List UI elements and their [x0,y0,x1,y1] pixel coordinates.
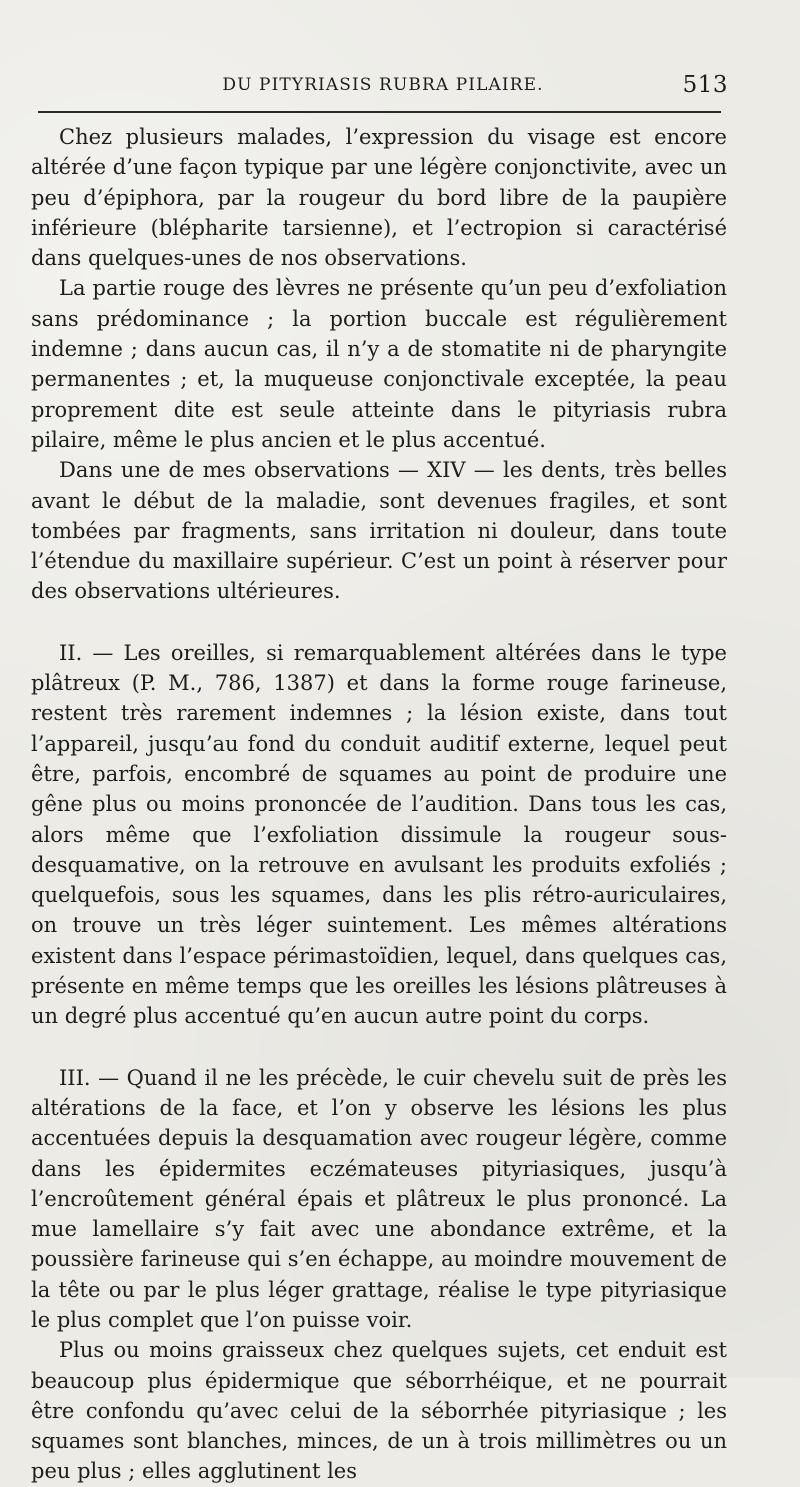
paragraph-lips-mucosa: La partie rouge des lèvres ne présente qu’un peu d’exfoliation sans prédominance ; la portion buccale est régulièrement indemne ; dans aucun cas, il n’y a de stomatite ni de pharyngite permanentes ; et, la muqueuse conjonctivale exceptée, la peau proprement dite est seule atteinte dans le pityriasis rubra pilaire, même le plus ancien et le plus accentué. [31,276,727,452]
paragraph-facial-signs: Chez plusieurs malades, l’expression du visage est encore altérée d’une façon typique par une légère conjonctivite, avec un peu d’épiphora, par la rougeur du bord libre de la paupière inférieure (blépharite tarsienne), et l’ectropion si caractérisé dans quelques-unes de nos observations. [31,125,727,271]
paragraph-ears-section: II. — Les oreilles, si remarquablement altérées dans le type plâtreux (P. M., 786, 1387) et dans la forme rouge farineuse, restent très rarement indemnes ; la lésion existe, dans tout l’appareil, jusqu’au fond du conduit auditif externe, lequel peut être, parfois, encombré de squames au point de produire une gêne plus ou moins prononcée de l’audition. Dans tous les cas, alors même que l’exfoliation dissimule la rougeur sous-desquamative, on la retrouve en avulsant les produits exfoliés ; quelquefois, sous les squames, dans les plis rétro-auriculaires, on trouve un très léger suintement. Les mêmes altérations existent dans l’espace périmastoïdien, lequel, dans quelques cas, présente en même temps que les oreilles les lésions plâtreuses à un degré plus accentué qu’en aucun autre point du corps. [31,640,727,1029]
paragraph-scalp-section: III. — Quand il ne les précède, le cuir chevelu suit de près les altérations de la face, et l’on y observe les lésions les plus accentuées depuis la desquamation avec rougeur légère, comme dans les épidermites eczémateuses pityriasiques, jusqu’à l’encroûtement général épais et plâtreux le plus prononcé. La mue lamellaire s’y fait avec une abondance extrême, et la poussière farineuse qui s’en échappe, au moindre mouvement de la tête ou par le plus léger grattage, réalise le type pityriasique le plus complet que l’on puisse voir. [31,1065,727,1332]
paragraph-teeth-observation: Dans une de mes observations — XIV — les dents, très belles avant le début de la maladie, sont devenues fragiles, et sont tombées par fragments, sans irritation ni douleur, dans toute l’étendue du maxillaire supérieur. C’est un point à réserver pour des observations ultérieures. [31,458,727,604]
page-header [38,72,728,102]
page-number: 513 [682,72,728,98]
paragraph-scalp-coating: Plus ou moins graisseux chez quelques sujets, cet enduit est beaucoup plus épidermique que séborrhéique, et ne pourrait être confondu qu’avec celui de la séborrhée pityriasique ; les squames sont blanches, minces, de un à trois millimètres ou un peu plus ; elles agglutinent les [31,1338,727,1484]
header-rule [38,111,721,113]
body-text [31,122,727,1487]
running-head: DU PITYRIASIS RUBRA PILAIRE. [222,75,544,95]
